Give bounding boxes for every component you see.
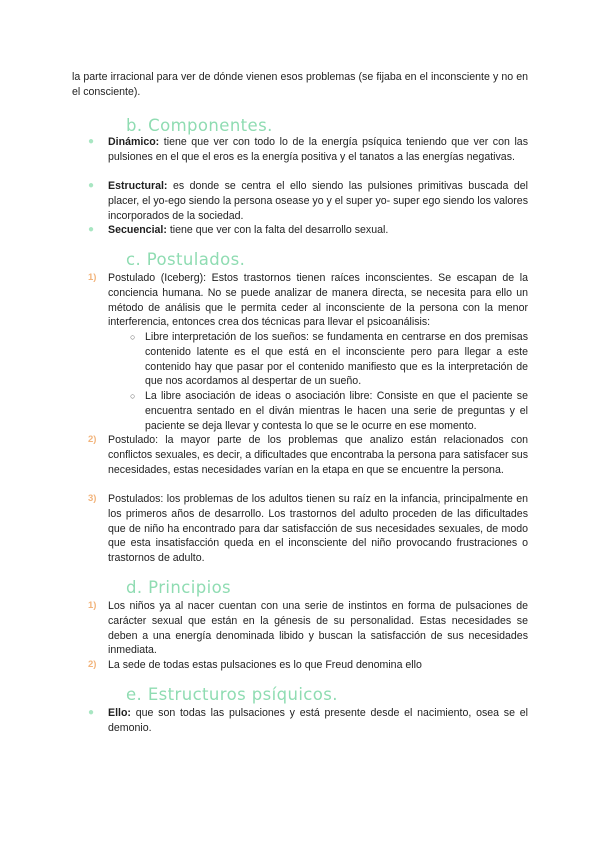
item-text: tiene que ver con todo lo de la energía psíquica teniendo que ver con las pulsiones en el que el eros es la energía positiva y el tanatos a las energías negativas. bbox=[108, 136, 528, 163]
list-item-postulado-2: Postulado: la mayor parte de los problemas que analizo están relacionados con conflictos sexuales, es decir, a dificultades que encontraba la persona para satisfacer sus necesidades, estas necesidades varían en la etapa en que se encuentre la persona. bbox=[108, 434, 528, 476]
heading-principios: d. Principios bbox=[126, 578, 232, 597]
item-text: tiene que ver con la falta del desarrollo sexual. bbox=[166, 224, 389, 236]
sublist-item-asociacion: La libre asociación de ideas o asociación libre: Consiste en que el paciente se encuentra sentado en el diván mientras le hacen una serie de preguntas y el paciente se deja llevar y contesta lo que se le ocurre en ese momento. bbox=[145, 390, 528, 432]
item-label: Dinámico: bbox=[108, 136, 160, 148]
heading-postulados: c. Postulados. bbox=[126, 250, 246, 269]
list-number: 3) bbox=[88, 493, 97, 504]
sublist-item-suenos: Libre interpretación de los sueños: se fundamenta en centrarse en dos premisas contenido latente es el que está en el inconsciente pero para llegar a este contenido hay que pasar por el contenido manifiesto que es la interpretación de que nos acordamos al despertar de un sueño. bbox=[145, 331, 528, 388]
item-label: Ello: bbox=[108, 707, 131, 719]
bullet-icon: ● bbox=[88, 136, 95, 147]
list-item-postulado-3: Postulados: los problemas de los adultos tienen su raíz en la infancia, principalmente en los primeros años de desarrollo. Los trastornos del adulto proceden de las dificultades que de niño ha encontrado para dar satisfacción de sus necesidades sexuales, de modo que esta insatisfacción queda en el inconsciente del niño provocando frustraciones o trastornos de adulto. bbox=[108, 493, 528, 565]
list-item-secuencial bbox=[108, 223, 528, 238]
circle-bullet-icon: ○ bbox=[130, 391, 136, 401]
list-item-estructural bbox=[108, 179, 528, 223]
list-item-principio-2: La sede de todas estas pulsaciones es lo que Freud denomina ello bbox=[108, 659, 422, 671]
bullet-icon: ● bbox=[88, 224, 95, 235]
intro-paragraph: la parte irracional para ver de dónde vienen esos problemas (se fijaba en el inconsciente y no en el consciente). bbox=[72, 71, 528, 98]
list-item-ello bbox=[108, 706, 528, 736]
list-number: 1) bbox=[88, 272, 97, 283]
heading-componentes: b. Componentes. bbox=[126, 116, 273, 135]
bullet-icon: ● bbox=[88, 180, 95, 191]
list-item-principio-1: Los niños ya al nacer cuentan con una serie de instintos en forma de pulsaciones de carácter sexual que están en la génesis de su personalidad. Estas necesidades se deben a una energía denominada libido y buscan la satisfacción de sus necesidades inmediata. bbox=[108, 600, 528, 657]
bullet-icon: ● bbox=[88, 707, 95, 718]
list-item-dinamico bbox=[108, 135, 528, 165]
circle-bullet-icon: ○ bbox=[130, 332, 136, 342]
item-text: es donde se centra el ello siendo las pulsiones primitivas buscada del placer, el yo-ego siendo la persona osease yo y el super yo- super ego siendo los valores incorporados de la sociedad. bbox=[108, 180, 528, 222]
list-number: 2) bbox=[88, 434, 97, 445]
item-label: Estructural: bbox=[108, 180, 168, 192]
heading-estructuras: e. Estructuros psíquicos. bbox=[126, 685, 338, 704]
item-label: Secuencial: bbox=[108, 224, 167, 236]
list-number: 1) bbox=[88, 600, 97, 611]
item-text: que son todas las pulsaciones y está presente desde el nacimiento, osea se el demonio. bbox=[108, 707, 528, 734]
list-number: 2) bbox=[88, 659, 97, 670]
list-item-postulado-1: Postulado (Iceberg): Estos trastornos tienen raíces inconscientes. Se escapan de la conciencia humana. No se puede analizar de manera directa, se necesita para ello un método de análisis que le permita ceder al inconsciente de la persona con la menor interferencia, entonces crea dos técnicas para llevar el psicoanálisis: bbox=[108, 272, 528, 329]
